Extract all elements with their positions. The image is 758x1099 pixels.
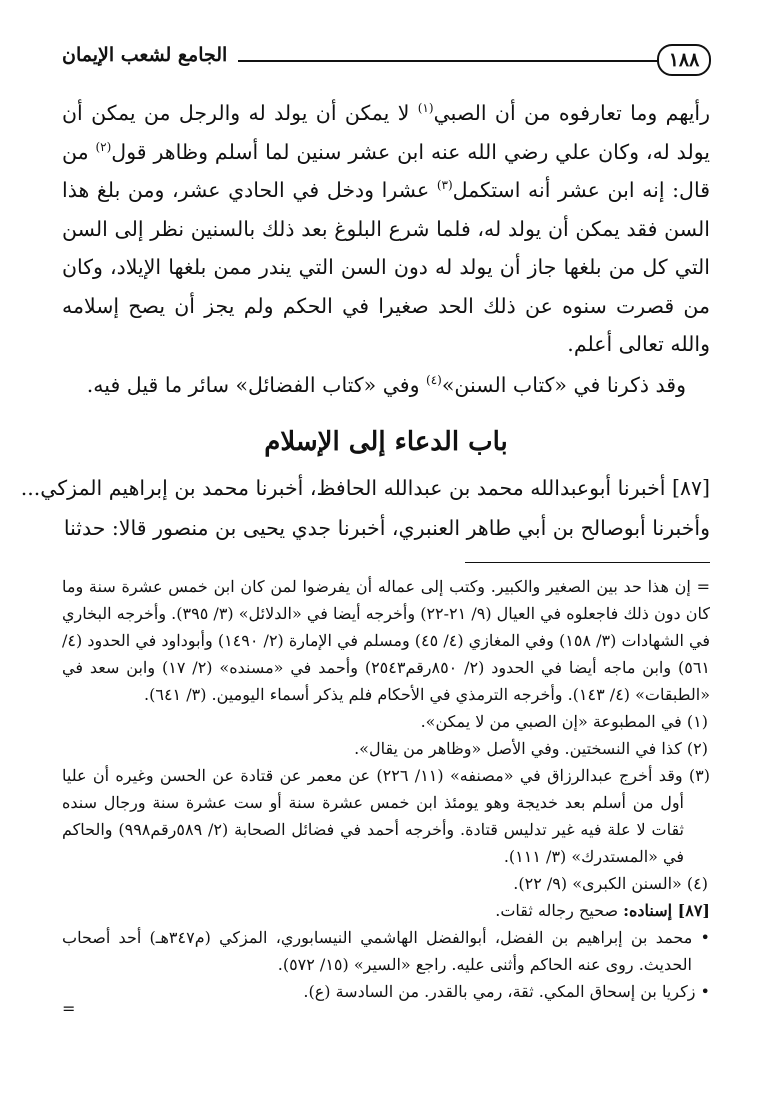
footnote-4: (٤) «السنن الكبرى» (٩/ ٢٢).	[513, 874, 708, 893]
section-heading: باب الدعاء إلى الإسلام	[264, 427, 508, 457]
main-paragraph-1	[62, 94, 710, 364]
continuation-mark: =	[62, 999, 76, 1018]
hadith-line-1: [٨٧] أخبرنا أبوعبدالله محمد بن عبدالله الحافظ، أخبرنا محمد بن إبراهيم المزكي...	[20, 476, 710, 500]
footnote-1: (١) في المطبوعة «إن الصبي من لا يمكن».	[420, 712, 708, 731]
header-rule	[238, 60, 658, 62]
footnote-3: (٣) وقد أخرج عبدالرزاق في «مصنفه» (١١/ ٢٢٦) عن معمر عن قتادة عن الحسن وغيره أن عليا أول من أسلم بعد خديجة وهو يومئذ ابن خمس عشرة سنة أو ست عشرة سنة ورجال سنده ثقات لا علة فيه غير تدليس قتادة. وأخرجه أحمد في فضائل الصحابة (٢/ ٥٨٩رقم٩٩٨) والحاكم في «المستدرك» (٣/ ١١١).	[62, 766, 711, 866]
footnote-ref-3: (٣)	[436, 178, 453, 193]
footnote-ref-1: (١)	[417, 101, 434, 116]
footnote-2: (٢) كذا في النسختين. وفي الأصل «وظاهر من يقال».	[354, 739, 708, 758]
text-segment: من قال: إنه ابن عشر أنه استكمل	[62, 139, 710, 202]
text-segment: لا يمكن أن يولد له والرجل من يمكن أن يولد له، وكان علي رضي الله عنه ابن عشر سنين لما أسلم وظاهر قول	[62, 101, 710, 164]
main-text	[20, 94, 710, 548]
narrator-item-2: • زكريا بن إسحاق المكي. ثقة، رمي بالقدر. من السادسة (ع).	[303, 982, 710, 1001]
book-page	[20, 38, 711, 1078]
footnotes	[62, 573, 710, 1005]
page-number: ١٨٨	[657, 44, 711, 76]
text-segment: وقد ذكرنا في «كتاب السنن»	[441, 372, 686, 397]
footnote-separator	[465, 562, 710, 563]
isnad-note	[62, 897, 710, 924]
isnad-label: [٨٧] إسناده:	[623, 901, 710, 920]
hadith-line-2: وأخبرنا أبوصالح بن أبي طاهر العنبري، أخبرنا جدي يحيى بن منصور قالا: حدثنا	[63, 516, 710, 540]
text-segment: وفي «كتاب الفضائل» سائر ما قيل فيه.	[86, 372, 426, 397]
narrator-item-1: • محمد بن إبراهيم بن الفضل، أبوالفضل الهاشمي النيسابوري، المزكي (م٣٤٧هـ) أحد أصحاب الحديث. روى عنه الحاكم وأثنى عليه. راجع «السير» (١٥/ ٥٧٢).	[62, 928, 710, 974]
text-segment: رأيهم وما تعارفوه من أن الصبي	[433, 101, 710, 125]
isnad-text: صحيح رجاله ثقات.	[495, 901, 624, 920]
page-header	[62, 38, 710, 82]
footnote-ref-2: (٢)	[95, 139, 112, 154]
footnote-continuation: = إن هذا حد بين الصغير والكبير. وكتب إلى عماله أن يفرضوا لمن كان ابن خمس عشرة سنة وما كان دون ذلك فاجعلوه في العيال (٩/ ٢١-٢٢) وأخرجه أيضا في «الدلائل» (٣/ ٣٩٥). وأخرجه البخاري في الشهادات (٣/ ١٥٨) وفي المغازي (٤/ ٤٥) ومسلم في الإمارة (٢/ ١٤٩٠) وأبوداود في الحدود (٤/ ٥٦١) وابن ماجه أيضا في الحدود (٢/ ٨٥٠رقم٢٥٤٣) وأحمد في «مسنده» (٢/ ١٧) وابن سعد في «الطبقات» (٤/ ١٤٣). وأخرجه الترمذي في الأحكام فلم يذكر أسماء اليومين. (٣/ ٦٤١).	[62, 577, 711, 704]
running-title: الجامع لشعب الإيمان	[62, 44, 228, 66]
footnote-ref-4: (٤)	[426, 372, 442, 387]
text-segment: عشرا ودخل في الحادي عشر، ومن بلغ هذا السن فقد يمكن أن يولد له، فلما شرع البلوغ بعد ذلك بالسنين نظر إلى السن التي كل من بلغها جاز أن يولد له دون السن التي يندر ممن بلغها الإيلاد، وكان من قصرت سنوه عن ذلك الحد صغيرا في الحكم ولم يجز أن يصح إسلامه والله تعالى أعلم.	[62, 178, 710, 356]
main-paragraph-2	[62, 366, 710, 405]
